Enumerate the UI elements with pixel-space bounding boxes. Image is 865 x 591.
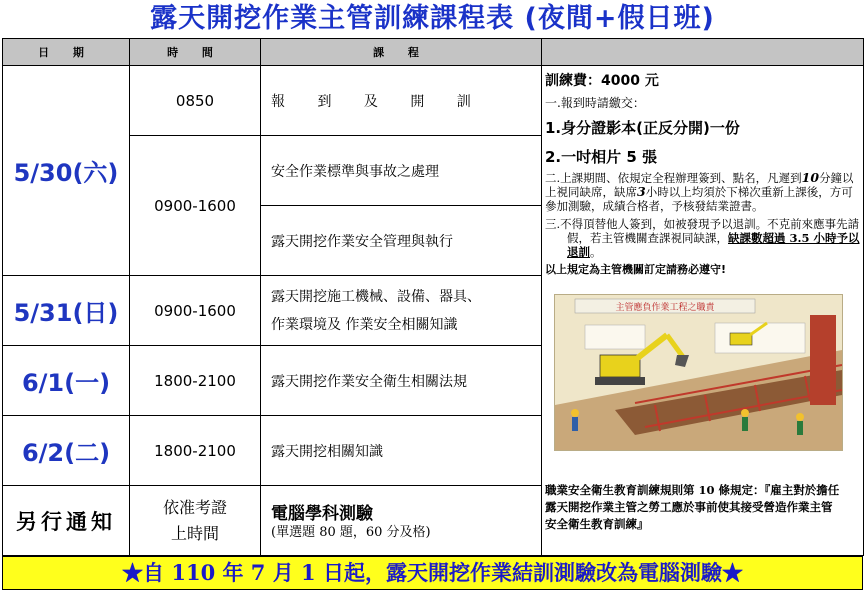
note-item-3: 三.不得頂替他人簽到，如被發現予以退訓。不克前來應事先請假，若主管機關查課視同缺課，缺課數超過 3.5 小時予以退訓。 (545, 217, 860, 259)
exam-title: 電腦學科測驗 (271, 504, 373, 524)
time-line-2: 上時間 (170, 523, 219, 543)
course-line-2: 作業環境及 作業安全相關知識 (271, 316, 458, 333)
course-cell: 安全作業標準與事故之處理 (261, 136, 542, 206)
rules-reminder: 以上規定為主管機關訂定請務必遵守! (545, 263, 727, 276)
time-cell: 1800-2100 (130, 346, 261, 416)
table-row (3, 66, 864, 136)
notes-panel (542, 66, 864, 556)
course-cell: 露天開挖相關知識 (261, 416, 542, 486)
announcement-banner: ★自 110 年 7 月 1 日起，露天開挖作業結訓測驗改為電腦測驗★ (2, 556, 863, 590)
date-cell: 另行通知 (3, 486, 130, 556)
time-line-1: 依准考證 (162, 497, 227, 517)
time-cell: 0900-1600 (130, 276, 261, 346)
header-time: 時 間 (130, 39, 261, 66)
time-cell (130, 486, 261, 556)
header-notes (542, 39, 864, 66)
header-date: 日 期 (3, 39, 130, 66)
note-item-1b: 2.一吋相片 5 張 (545, 148, 658, 166)
page-title: 露天開挖作業主管訓練課程表 (夜間+假日班) (150, 3, 715, 34)
date-cell: 6/1(一) (3, 346, 130, 416)
course-cell: 報 到 及 開 訓 (261, 66, 542, 136)
note-item-1: 一.報到時請繳交： (545, 96, 645, 110)
excavator-site-image (555, 295, 842, 450)
course-line-1: 露天開挖施工機械、設備、器具、 (271, 288, 481, 305)
course-cell (261, 276, 542, 346)
note-item-1a: 1.身分證影本(正反分開)一份 (545, 119, 740, 137)
note-item-2: 二.上課期間、依規定全程辦理簽到、點名，凡遲到10分鐘以上視同缺席，缺席3小時以上均須於下梯次重新上課後，方可參加測驗，成績合格者，予核發結業證書。 (545, 170, 854, 213)
regulation-note: 職業安全衛生教育訓練規則第 10 條規定：『雇主對於擔任露天開挖作業主管之勞工應於事前使其接受營造作業主管安全衛生教育訓練』 (545, 483, 840, 531)
time-cell: 0850 (130, 66, 261, 136)
course-cell: 露天開挖作業安全衛生相關法規 (261, 346, 542, 416)
course-cell (261, 486, 542, 556)
illustration-heading: 主管應負作業工程之職責 (615, 303, 715, 313)
training-fee: 訓練費：4000 元 (545, 73, 659, 89)
time-cell: 0900-1600 (130, 136, 261, 276)
time-cell: 1800-2100 (130, 416, 261, 486)
course-cell: 露天開挖作業安全管理與執行 (261, 206, 542, 276)
excavation-illustration (554, 294, 843, 451)
exam-detail: (單選題 80 題，60 分及格) (271, 525, 431, 540)
date-cell: 5/31(日) (3, 276, 130, 346)
table-header-row (3, 39, 864, 66)
header-course: 課 程 (261, 39, 542, 66)
date-cell: 5/30(六) (3, 66, 130, 276)
schedule-table (2, 38, 864, 556)
date-cell: 6/2(二) (3, 416, 130, 486)
